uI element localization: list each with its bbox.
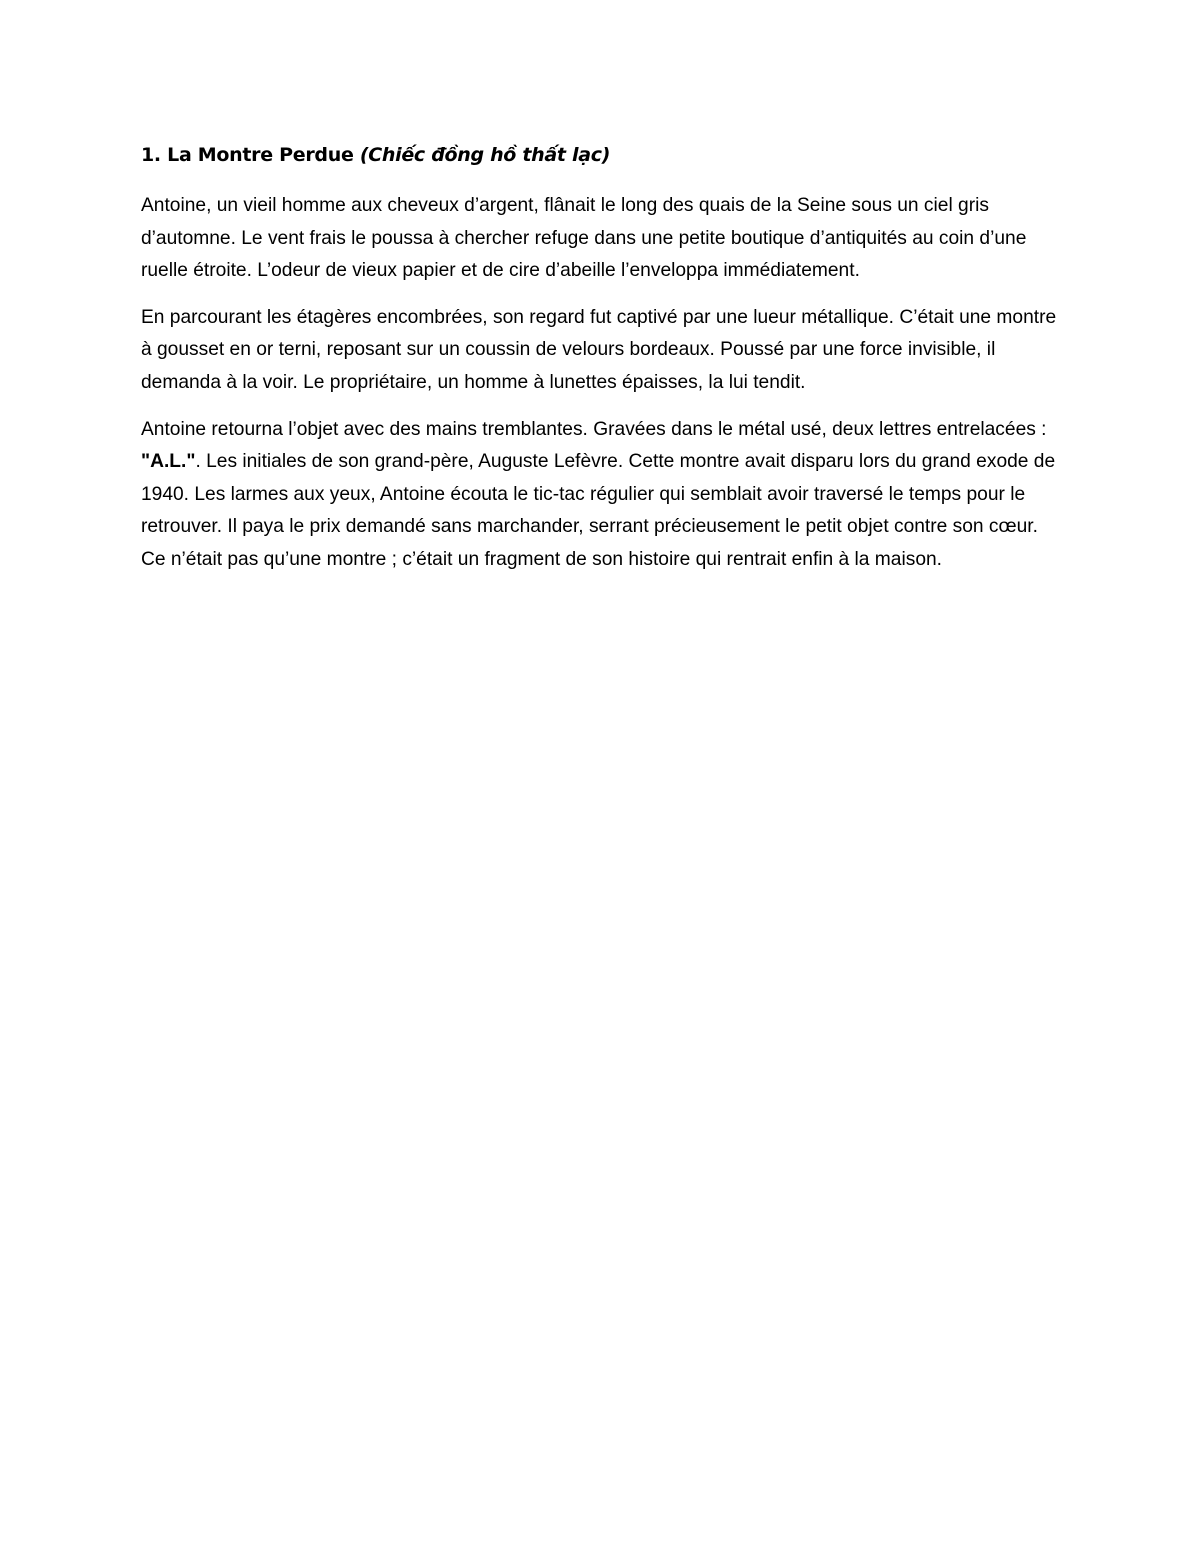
document-body [141, 138, 1066, 591]
heading-subtitle: (Chiếc đồng hồ thất lạc) [359, 144, 611, 166]
engraved-initials: "A.L." [141, 451, 196, 473]
paragraph-3-end: . Les initiales de son grand-père, Auguste Lefèvre. Cette montre avait disparu lors du grand exode de 1940. Les larmes aux yeux, Antoine écouta le tic-tac régulier qui semblait avoir traversé le temps pour le retrouver. Il paya le prix demandé sans marchander, serrant précieusement le petit objet contre son cœur. Ce n’était pas qu’une montre ; c’était un fragment de son histoire qui rentrait enfin à la maison. [141, 451, 1056, 570]
heading-title: 1. La Montre Perdue [141, 144, 360, 166]
paragraph-1: Antoine, un vieil homme aux cheveux d’argent, flânait le long des quais de la Seine sous un ciel gris d’automne. Le vent frais le poussa à chercher refuge dans une petite boutique d’antiquités au coin d’une ruelle étroite. L’odeur de vieux papier et de cire d’abeille l’enveloppa immédiatement. [141, 195, 1027, 282]
paragraph-2: En parcourant les étagères encombrées, son regard fut captivé par une lueur métallique. C’était une montre à gousset en or terni, reposant sur un coussin de velours bordeaux. Poussé par une force invisible, il demanda à la voir. Le propriétaire, un homme à lunettes épaisses, la lui tendit. [141, 306, 1057, 393]
story-heading [141, 138, 1066, 172]
paragraph-3-start: Antoine retourna l’objet avec des mains tremblantes. Gravées dans le métal usé, deux lettres entrelacées : [141, 418, 1047, 440]
paragraph-3 [141, 414, 1066, 577]
